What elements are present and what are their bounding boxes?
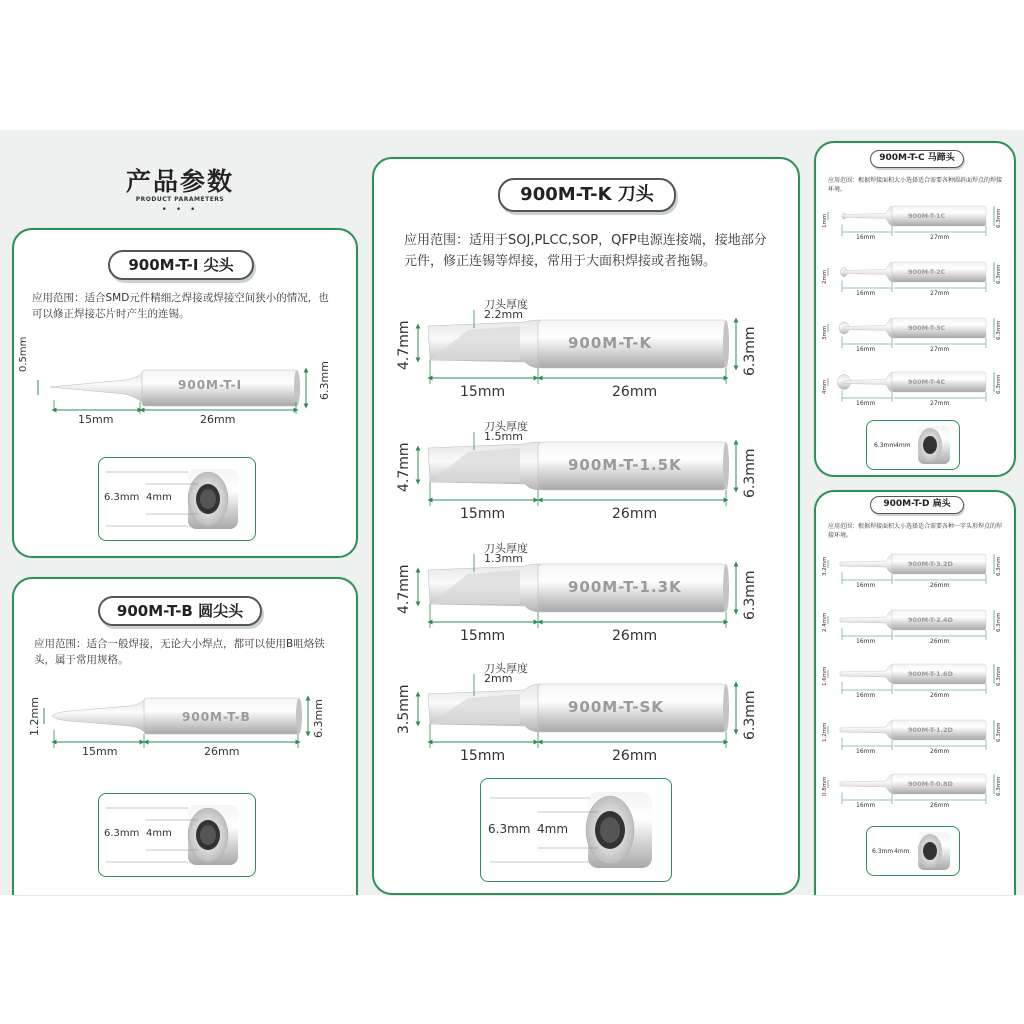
tip-k-length-body: 26mm (612, 748, 658, 764)
tip-d-label: 900M-T-0.8D (908, 780, 953, 788)
tip-b-description: 应用范围：适合一般焊接，无论大小焊点，都可以使用B咀烙铁头，属于常用规格。 (34, 638, 325, 667)
tip-d-diameter: 6.3mm (996, 556, 1002, 576)
tip-c-drawing (820, 256, 1010, 302)
tip-k-length-tip: 15mm (460, 628, 506, 644)
tip-d-length-body: 26mm (930, 692, 950, 699)
tip-d-length-tip: 16mm (856, 748, 876, 755)
tip-i-dim-tip: 0.5mm (18, 336, 29, 372)
tip-k-height: 4.7mm (396, 564, 412, 614)
tip-c-label: 900M-T-3C (908, 324, 946, 332)
tip-d-length-body: 26mm (930, 802, 950, 809)
tip-k-thickness-title: 刀头厚度 (484, 662, 528, 675)
tip-k-thickness: 1.3mm (484, 552, 523, 565)
tip-d-drawing (820, 714, 1010, 760)
tip-c-label: 900M-T-1C (908, 212, 946, 220)
tip-c-inset-inner: 4mm (895, 442, 911, 449)
tip-k-diameter: 6.3mm (742, 448, 758, 498)
tip-d-length-body: 26mm (930, 638, 950, 645)
tip-d-label: 900M-T-1.2D (908, 726, 953, 734)
tip-k-diameter: 6.3mm (742, 690, 758, 740)
tip-i-label: 900M-T-I (178, 378, 243, 392)
tip-k-length-body: 26mm (612, 384, 658, 400)
tip-c-diameter: 6.3mm (996, 320, 1002, 340)
tip-b-inset-inner: 4mm (146, 828, 172, 839)
tip-k-thickness-title: 刀头厚度 (484, 542, 528, 555)
tip-d-name-pill: 900M-T-D 扁头 (870, 496, 964, 514)
tip-i-dim-len2: 26mm (200, 413, 236, 426)
tip-k-drawing (390, 662, 770, 772)
tip-b-drawing (30, 690, 330, 760)
tip-k-height: 4.7mm (396, 442, 412, 492)
tip-k-thickness-title: 刀头厚度 (484, 298, 528, 311)
tip-d-length-tip: 16mm (856, 638, 876, 645)
tip-b-inset-outer: 6.3mm (104, 828, 140, 839)
tip-k-height: 4.7mm (396, 320, 412, 370)
tip-c-inset-outer: 6.3mm (874, 442, 896, 449)
tip-c-drawing (820, 312, 1010, 358)
tip-d-drawing (820, 548, 1010, 594)
tip-d-length-tip: 16mm (856, 802, 876, 809)
tip-i-name-pill: 900M-T-I 尖头 (108, 250, 254, 280)
tip-c-label: 900M-T-4C (908, 378, 946, 386)
tip-k-thickness: 2.2mm (484, 308, 523, 321)
tip-c-length-body: 27mm (930, 346, 950, 353)
tip-k-thickness: 2mm (484, 672, 513, 685)
tip-i-dim-dia: 6.3mm (318, 361, 331, 400)
tip-b-label: 900M-T-B (182, 710, 251, 724)
tip-k-length-body: 26mm (612, 628, 658, 644)
title-dots: • • • (161, 205, 199, 215)
tip-k-label: 900M-T-SK (568, 698, 664, 716)
tip-k-height: 3.5mm (396, 684, 412, 734)
tip-k-thickness-title: 刀头厚度 (484, 420, 528, 433)
tip-k-thickness: 1.5mm (484, 430, 523, 443)
tip-d-size: 0.8mm (822, 776, 828, 796)
tip-c-length-body: 27mm (930, 400, 950, 407)
tip-b-dim-len2: 26mm (204, 745, 240, 758)
tip-k-inset-inner: 4mm (537, 822, 569, 836)
tip-b-dim-len1: 15mm (82, 745, 118, 758)
tip-i-inset-outer: 6.3mm (104, 492, 140, 503)
tip-d-label: 900M-T-2.4D (908, 616, 953, 624)
tip-k-name-pill: 900M-T-K 刀头 (498, 178, 676, 212)
tip-c-length-tip: 16mm (856, 346, 876, 353)
tip-c-length-body: 27mm (930, 234, 950, 241)
tip-c-diameter: 6.3mm (996, 374, 1002, 394)
tip-d-diameter: 6.3mm (996, 722, 1002, 742)
tip-k-length-body: 26mm (612, 506, 658, 522)
tip-c-size: 1mm (822, 213, 828, 228)
tip-k-length-tip: 15mm (460, 506, 506, 522)
tip-c-length-body: 27mm (930, 290, 950, 297)
tip-c-length-tip: 16mm (856, 400, 876, 407)
tip-c-diameter: 6.3mm (996, 208, 1002, 228)
tip-k-drawing (390, 420, 770, 530)
tip-d-length-tip: 16mm (856, 582, 876, 589)
tip-d-size: 1.2mm (822, 722, 828, 742)
tip-k-label: 900M-T-1.5K (568, 456, 682, 474)
tip-k-drawing (390, 542, 770, 652)
tip-i-inset-inner: 4mm (146, 492, 172, 503)
tip-d-diameter: 6.3mm (996, 666, 1002, 686)
tip-c-description: 应用范围：根据焊接面积大小选择适合需要各种圆斜面焊点的焊接环境。 (828, 177, 1003, 193)
tip-c-size: 2mm (822, 269, 828, 284)
tip-d-length-body: 26mm (930, 582, 950, 589)
tip-b-name-pill: 900M-T-B 圆尖头 (98, 596, 262, 626)
tip-c-label: 900M-T-2C (908, 268, 946, 276)
tip-d-size: 1.6mm (822, 666, 828, 686)
tip-d-inset-inner: 4mm (894, 848, 910, 855)
tip-k-diameter: 6.3mm (742, 570, 758, 620)
tip-b-dim-tip: 1.2mm (28, 697, 41, 736)
tip-k-description: 应用范围：适用于SOJ,PLCC,SOP，QFP电源连接端，接地部分元件，修正连锡等焊接，常用于大面积焊接或者拖锡。 (404, 233, 767, 270)
tip-c-size: 4mm (822, 379, 828, 394)
tip-i-dim-len1: 15mm (78, 413, 114, 426)
tip-k-length-tip: 15mm (460, 384, 506, 400)
tip-k-inset-outer: 6.3mm (488, 822, 531, 836)
tip-d-length-body: 26mm (930, 748, 950, 755)
tip-k-label: 900M-T-1.3K (568, 578, 682, 596)
tip-c-drawing (820, 200, 1010, 246)
tip-d-drawing (820, 604, 1010, 650)
tip-d-size: 2.4mm (822, 612, 828, 632)
tip-k-diameter: 6.3mm (742, 326, 758, 376)
tip-d-inset-outer: 6.3mm (872, 848, 894, 855)
tip-k-drawing (390, 298, 770, 408)
tip-d-label: 900M-T-3.2D (908, 560, 953, 568)
page-title: 产品参数 (125, 167, 234, 196)
tip-c-name-pill: 900M-T-C 马蹄头 (870, 150, 964, 168)
tip-d-length-tip: 16mm (856, 692, 876, 699)
tip-d-diameter: 6.3mm (996, 612, 1002, 632)
tip-k-length-tip: 15mm (460, 748, 506, 764)
tip-c-length-tip: 16mm (856, 234, 876, 241)
tip-d-label: 900M-T-1.6D (908, 670, 953, 678)
tip-c-size: 3mm (822, 325, 828, 340)
tip-d-drawing (820, 658, 1010, 704)
tip-c-diameter: 6.3mm (996, 264, 1002, 284)
tip-d-description: 应用范围：根据焊接面积大小选择适合需要各种一字头形焊点的焊接环境。 (828, 523, 1003, 539)
tip-c-drawing (820, 366, 1010, 412)
tip-c-length-tip: 16mm (856, 290, 876, 297)
tip-d-diameter: 6.3mm (996, 776, 1002, 796)
page-subtitle: PRODUCT PARAMETERS (135, 196, 225, 203)
tip-i-description: 应用范围：适合SMD元件精细之焊接或焊接空间狭小的情况，也可以修正焊接芯片时产生的连锡。 (32, 292, 329, 321)
tip-k-label: 900M-T-K (568, 334, 653, 352)
tip-b-dim-dia: 6.3mm (312, 699, 325, 738)
tip-d-drawing (820, 768, 1010, 814)
tip-d-size: 3.2mm (822, 556, 828, 576)
